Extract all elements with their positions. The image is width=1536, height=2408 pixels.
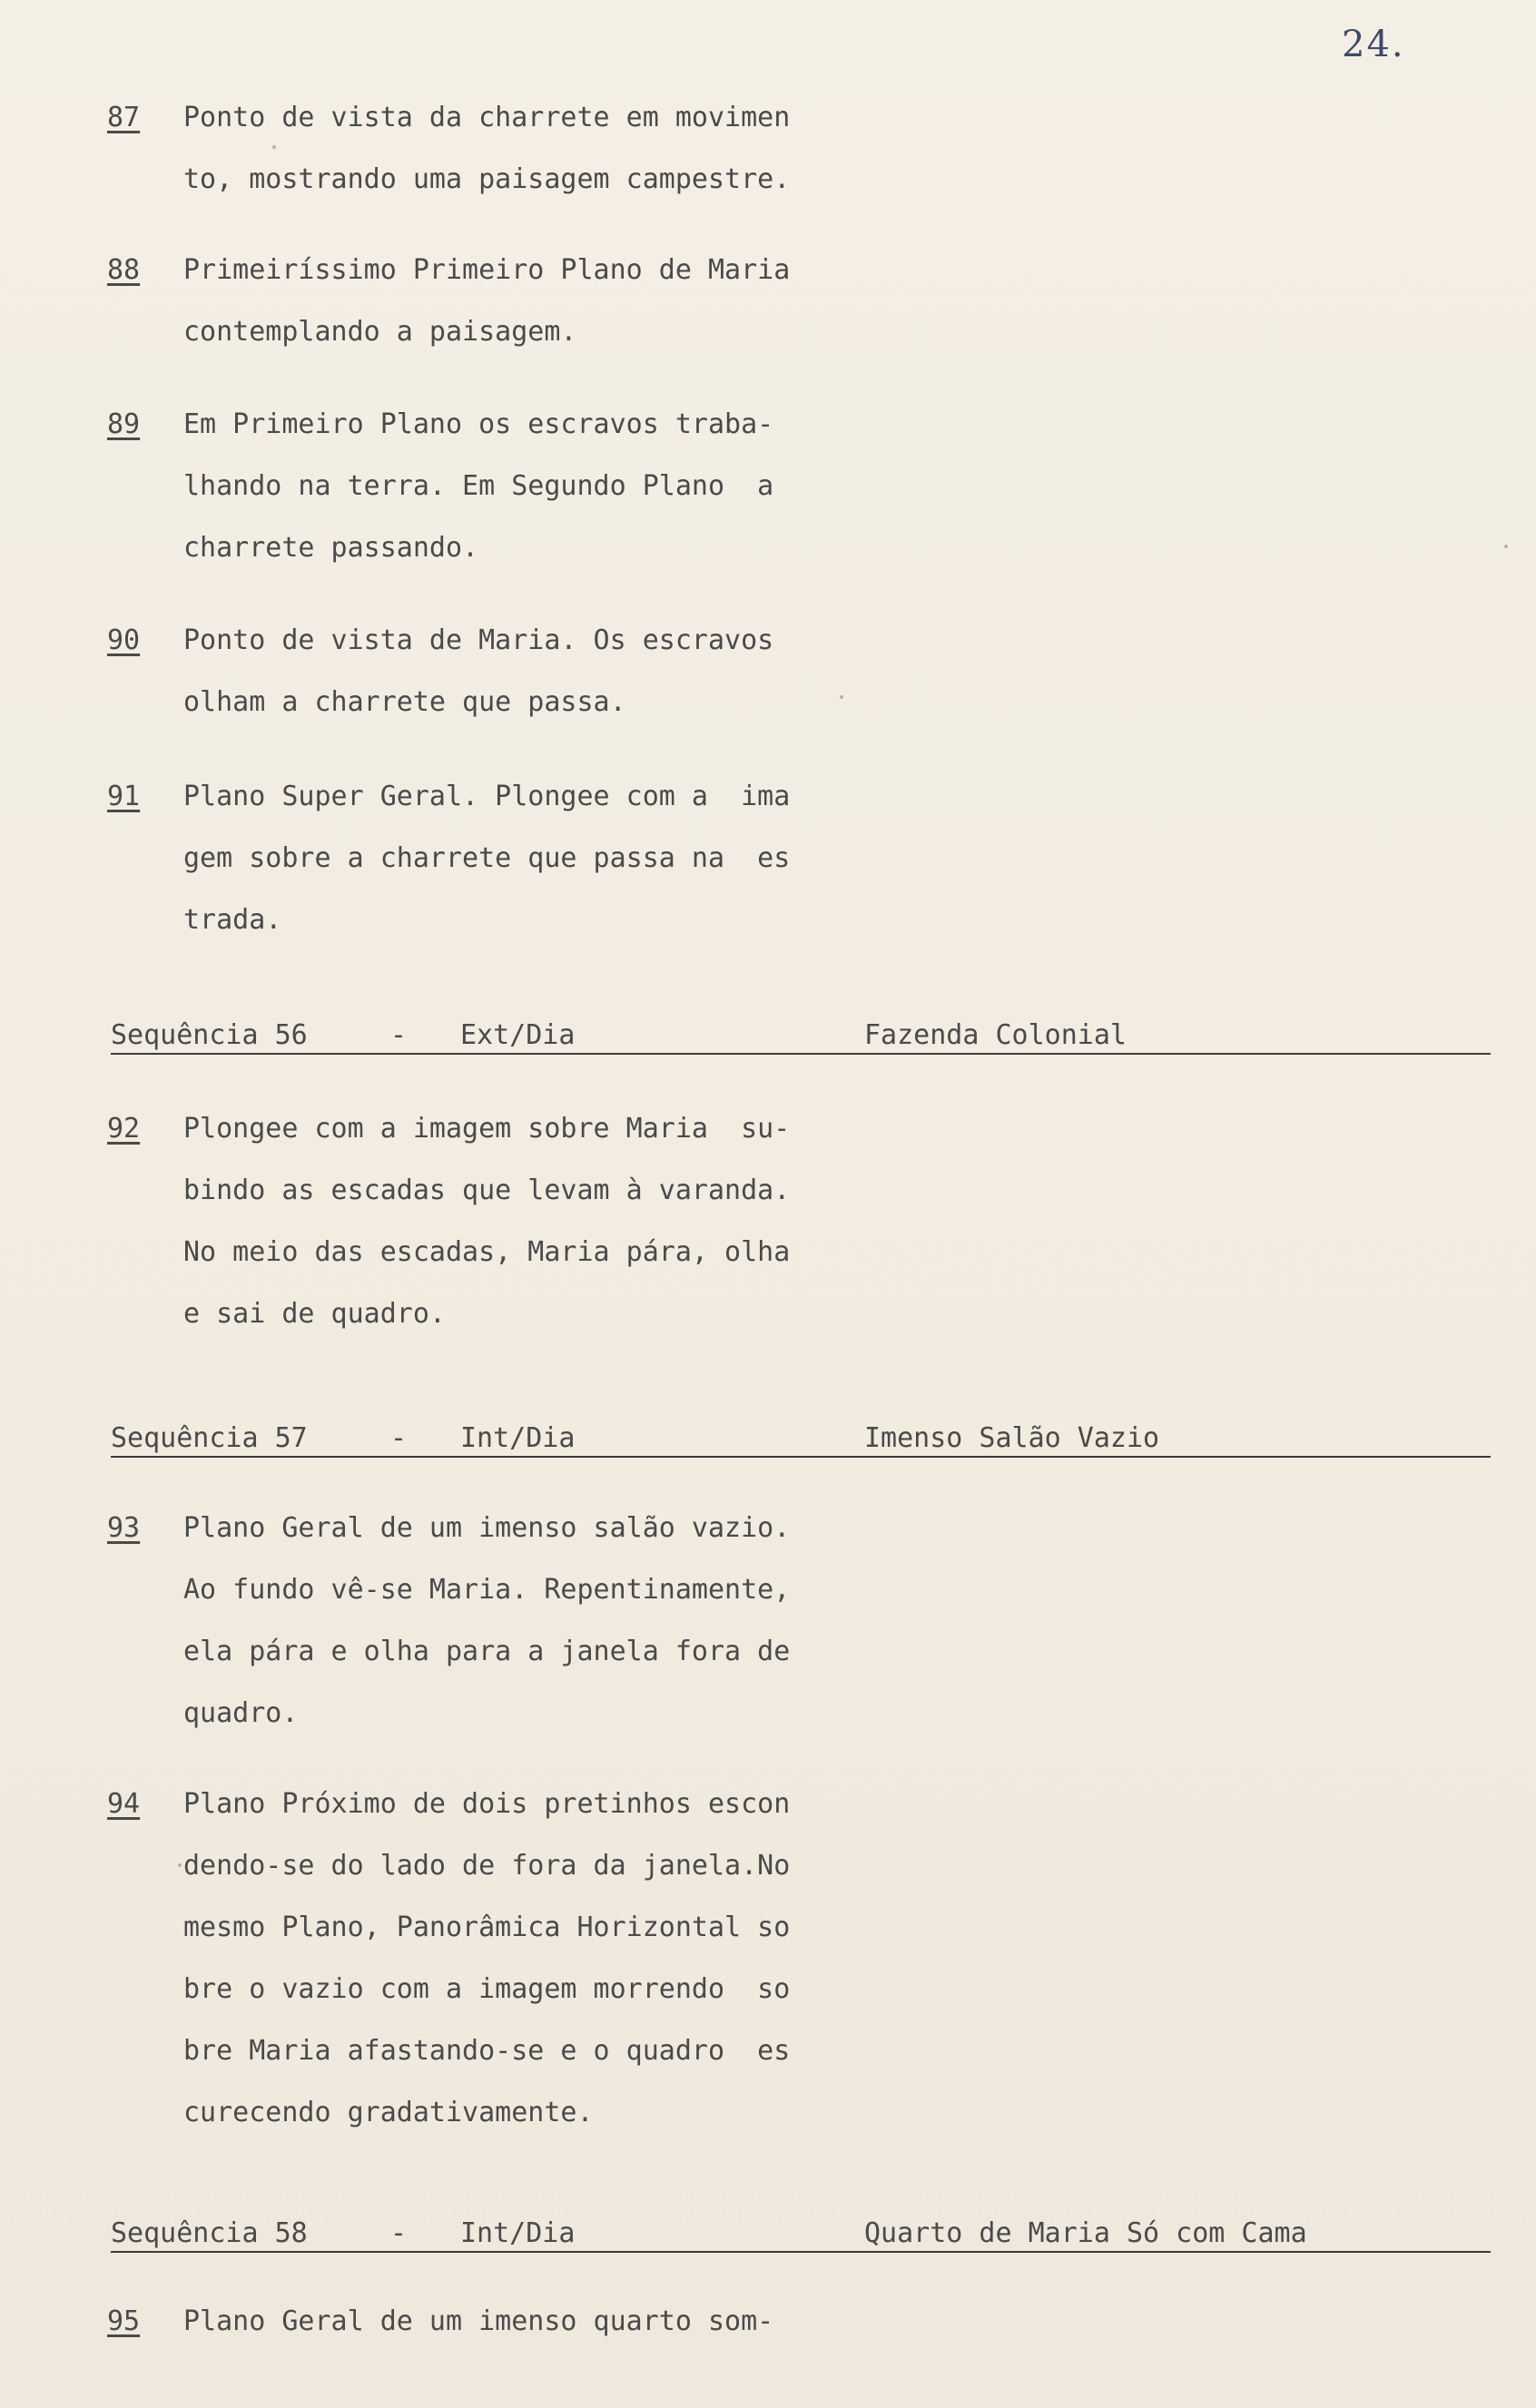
shot-line: to, mostrando uma paisagem campestre. [183, 163, 791, 195]
shot-line: trada. [183, 904, 282, 936]
shot-number: 92 [107, 1113, 141, 1145]
shot-line: Plano Geral de um imenso quarto som- [183, 2305, 774, 2337]
shot-line: No meio das escadas, Maria pára, olha [183, 1236, 791, 1268]
shot-line: bre Maria afastando-se e o quadro es [183, 2035, 791, 2067]
paper-speck [178, 1863, 182, 1867]
shot-line: Plano Geral de um imenso salão vazio. [183, 1512, 791, 1544]
sequence-title: Sequência 56 [111, 1019, 308, 1051]
shot-number: 90 [107, 624, 141, 656]
shot-number: 93 [107, 1512, 141, 1544]
page-number: 24. [1342, 24, 1405, 65]
shot-line: quadro. [183, 1697, 299, 1729]
shot-line: Plongee com a imagem sobre Maria su- [183, 1113, 791, 1145]
shot-line: lhando na terra. Em Segundo Plano a [183, 470, 774, 502]
sequence-location: Imenso Salão Vazio [864, 1422, 1160, 1454]
paper-speck [840, 695, 843, 699]
sequence-location: Fazenda Colonial [864, 1019, 1127, 1051]
shot-line: gem sobre a charrete que passa na es [183, 842, 791, 874]
sequence-dash: - [390, 1019, 408, 1051]
shot-line: e sai de quadro. [183, 1298, 446, 1330]
shot-number: 91 [107, 781, 141, 812]
shot-line: Plano Super Geral. Plongee com a ima [183, 781, 791, 812]
sequence-location: Quarto de Maria Só com Cama [864, 2217, 1307, 2249]
shot-line: Ao fundo vê-se Maria. Repentinamente, [183, 1574, 791, 1606]
sequence-57-header [111, 1416, 1491, 1458]
shot-line: Primeiríssimo Primeiro Plano de Maria [183, 254, 791, 286]
sequence-dash: - [390, 1422, 408, 1454]
sequence-58-header [111, 2211, 1491, 2253]
paper-speck [272, 145, 276, 149]
shot-line: Ponto de vista de Maria. Os escravos [183, 624, 774, 656]
shot-line: Ponto de vista da charrete em movimen [183, 102, 791, 133]
sequence-title: Sequência 57 [111, 1422, 308, 1454]
sequence-type: Int/Dia [460, 2217, 576, 2249]
shot-line: charrete passando. [183, 532, 479, 564]
shot-line: dendo-se do lado de fora da janela.No [183, 1850, 791, 1882]
shot-line: bre o vazio com a imagem morrendo so [183, 1973, 791, 2005]
shot-line: bindo as escadas que levam à varanda. [183, 1175, 791, 1206]
shot-line: ela pára e olha para a janela fora de [183, 1636, 791, 1667]
shot-number: 89 [107, 408, 141, 440]
shot-number: 88 [107, 254, 141, 286]
sequence-56-header [111, 1013, 1491, 1055]
shot-number: 94 [107, 1788, 141, 1820]
sequence-type: Int/Dia [460, 1422, 576, 1454]
shot-number: 95 [107, 2305, 141, 2337]
sequence-dash: - [390, 2217, 408, 2249]
shot-line: contemplando a paisagem. [183, 316, 577, 348]
shot-number: 87 [107, 102, 141, 133]
shot-line: Em Primeiro Plano os escravos traba- [183, 408, 774, 440]
shot-line: mesmo Plano, Panorâmica Horizontal so [183, 1912, 791, 1943]
shot-line: curecendo gradativamente. [183, 2097, 594, 2128]
paper-speck [1504, 545, 1508, 548]
shot-line: Plano Próximo de dois pretinhos escon [183, 1788, 791, 1820]
sequence-type: Ext/Dia [460, 1019, 576, 1051]
sequence-title: Sequência 58 [111, 2217, 308, 2249]
shot-line: olham a charrete que passa. [183, 686, 626, 718]
